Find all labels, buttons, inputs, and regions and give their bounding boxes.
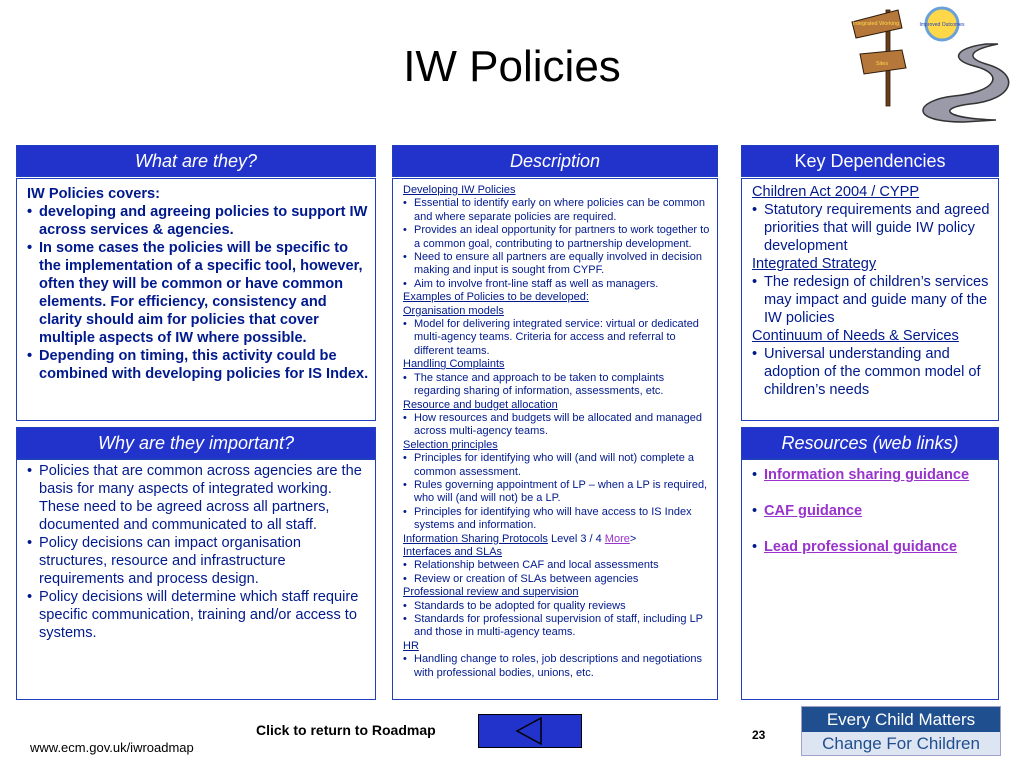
dependency-heading[interactable]: Integrated Strategy — [752, 256, 877, 272]
description-subheading: Examples of Policies to be developed: — [403, 291, 589, 304]
list-item: • Policy decisions will determine which staff require specific communication, training and/or access to systems. — [27, 589, 359, 641]
list-item: • Policy decisions can impact organisation structures, resource and infrastructure requirements and process design. — [27, 535, 302, 587]
footer-url: www.ecm.gov.uk/iwroadmap — [30, 740, 194, 755]
link-lead-professional-guidance[interactable]: Lead professional guidance — [764, 539, 958, 555]
dependency-heading[interactable]: Children Act 2004 / CYPP — [752, 184, 920, 200]
what-intro: IW Policies covers: — [27, 186, 161, 202]
description-subheading: Resource and budget allocation — [403, 398, 558, 411]
header-what-are-they: What are they? — [16, 145, 376, 177]
description-subheading: Selection principles — [403, 438, 498, 451]
list-item: • Statutory requirements and agreed priorities that will guide IW policy development — [752, 202, 990, 254]
link-caf-guidance[interactable]: CAF guidance — [764, 503, 863, 519]
description-subheading: Handling Complaints — [403, 358, 505, 371]
list-item: • Principles for identifying who will (and will not) complete a common assessment. — [403, 452, 695, 478]
page-number: 23 — [752, 728, 766, 742]
header-resources: Resources (web links) — [741, 427, 999, 459]
list-item: • Model for delivering integrated service: virtual or dedicated multi-agency teams. Criteria for access and referral to different teams. — [403, 318, 699, 357]
sign-integrated-working: Integrated Working — [852, 21, 900, 27]
list-item: • Universal understanding and adoption of the common model of children’s needs — [752, 346, 981, 398]
description-subheading: Interfaces and SLAs — [403, 545, 503, 558]
sign-sites: Sites — [875, 61, 889, 67]
list-item: • Rules governing appointment of LP – when a LP is required, who will (and will not) be a LP. — [403, 478, 708, 505]
list-item: • In some cases the policies will be specific to the implementation of a specific tool, however, often they will be common or have common elements. For efficiency, consistency and clarity should aim for policies that cover multiple aspects of IW where possible. — [27, 240, 363, 346]
panel-key-dependencies — [741, 178, 999, 421]
list-item: • Principles for identifying who will have access to IS Index systems and information. — [403, 505, 692, 532]
list-item: • Policies that are common across agencies are the basis for many aspects of integrated working. These need to be agreed across all partners, documented and communicated to all staff. — [27, 463, 362, 533]
list-item: • Standards for professional supervision of staff, including LP and those in multi-agency teams. — [403, 613, 703, 639]
list-item: • developing and agreeing policies to support IW across services & agencies. — [27, 204, 368, 238]
panel-resources — [741, 459, 999, 700]
list-item: • Depending on timing, this activity could be combined with developing policies for IS Index. — [27, 348, 369, 382]
panel-why-important — [16, 459, 376, 700]
list-item: • Lead professional guidance — [752, 539, 958, 555]
ecm-line-2: Change For Children — [802, 732, 1000, 755]
description-body — [403, 184, 713, 680]
list-item: • Essential to identify early on where policies can be common and where separate policies are required. — [403, 197, 706, 223]
ecm-line-1: Every Child Matters — [802, 707, 1000, 732]
list-item: • How resources and budgets will be allocated and managed across multi-agency teams. — [403, 411, 703, 438]
information-sharing-protocols-line: Information Sharing Protocols Level 3 / 4 More> — [403, 532, 637, 545]
description-subheading: Organisation models — [403, 304, 504, 317]
list-item: • Provides an ideal opportunity for partners to work together to a common goal, contributing to partnership development. — [403, 224, 710, 250]
header-why-important: Why are they important? — [16, 427, 376, 459]
header-key-dependencies: Key Dependencies — [741, 145, 999, 177]
return-to-roadmap-button[interactable] — [478, 714, 582, 748]
list-item: • CAF guidance — [752, 503, 863, 519]
list-item: • Need to ensure all partners are equally involved in decision making and input is sought from CYPF. — [403, 251, 703, 277]
list-item: • Standards to be adopted for quality reviews — [403, 599, 626, 612]
every-child-matters-logo — [801, 706, 1001, 756]
list-item: • Relationship between CAF and local assessments — [403, 559, 659, 572]
header-description: Description — [392, 145, 718, 177]
list-item: • Handling change to roles, job descriptions and negotiations with professional bodies, unions, etc. — [403, 653, 703, 679]
page-title: IW Policies — [403, 42, 621, 91]
description-subheading: Developing IW Policies — [403, 184, 516, 196]
panel-description — [392, 178, 718, 700]
link-information-sharing-guidance[interactable]: Information sharing guidance — [764, 467, 970, 483]
dependencies-body — [752, 183, 997, 399]
sign-improved-outcomes: Improved Outcomes — [919, 22, 965, 28]
list-item: • Information sharing guidance — [752, 467, 970, 483]
list-item: • Review or creation of SLAs between agencies — [403, 572, 639, 585]
description-subheading: Professional review and supervision — [403, 586, 579, 599]
dependency-heading[interactable]: Continuum of Needs & Services — [752, 328, 959, 344]
description-subheading: HR — [403, 639, 419, 652]
back-arrow-icon — [479, 715, 581, 747]
return-to-roadmap-label[interactable]: Click to return to Roadmap — [256, 722, 436, 738]
more-link[interactable]: More — [604, 532, 630, 545]
list-item: • The stance and approach to be taken to complaints regarding sharing of information, assessments, etc. — [403, 371, 665, 398]
list-item: • The redesign of children’s services may impact and guide many of the IW policies — [752, 274, 989, 326]
panel-what-are-they — [16, 178, 376, 421]
list-item: • Aim to involve front-line staff as well as managers. — [403, 277, 659, 290]
